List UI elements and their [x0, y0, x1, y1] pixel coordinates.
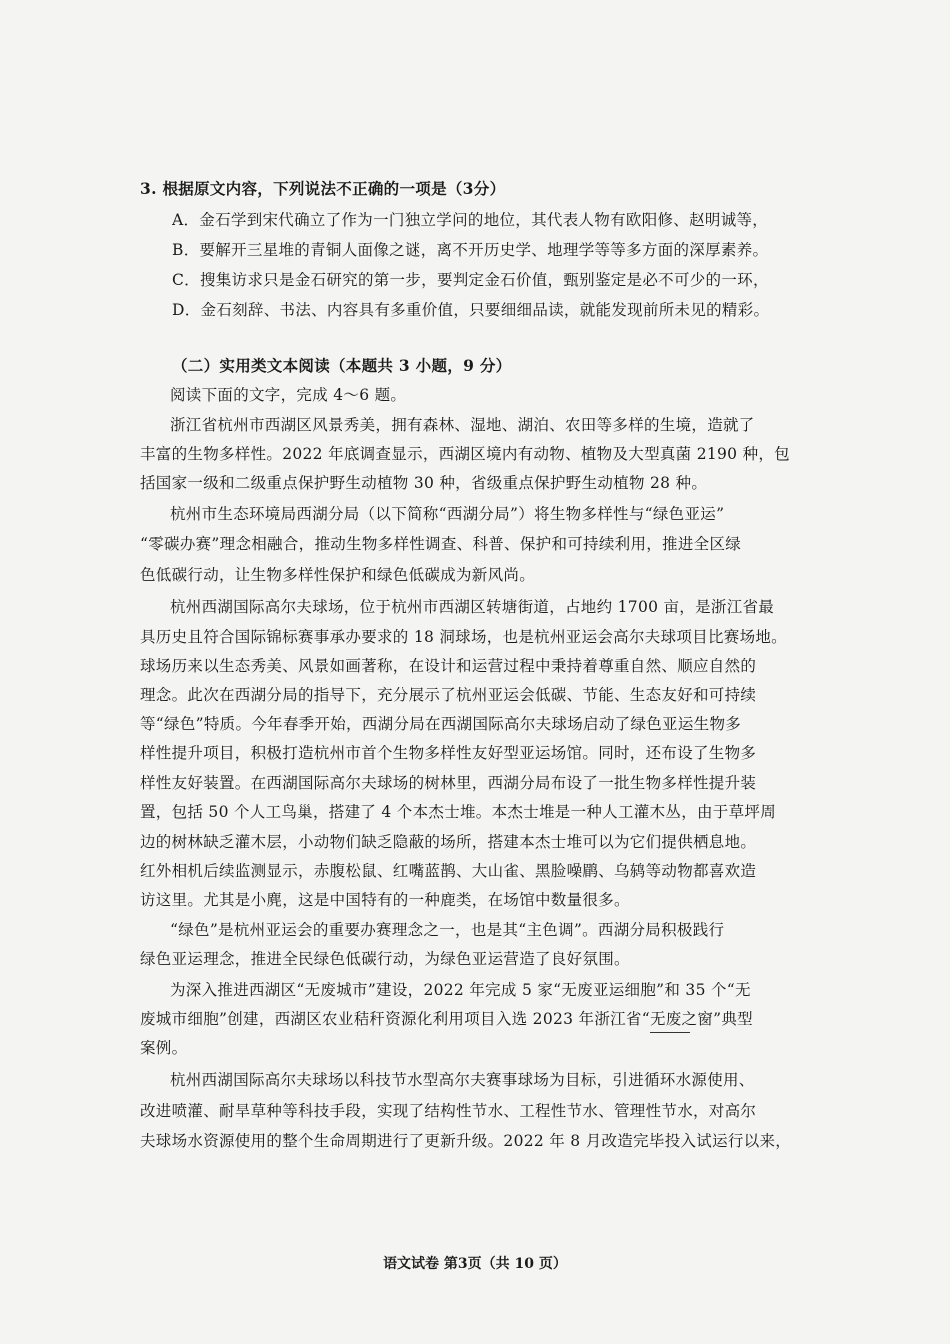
passage-line: 杭州西湖国际高尔夫球场以科技节水型高尔夫赛事球场为目标，引进循环水源使用、: [170, 1071, 755, 1089]
passage-line: 杭州市生态环境局西湖分局（以下简称“西湖分局”）将生物多样性与“绿色亚运”: [170, 505, 725, 523]
page-footer: 语文试卷 第3页（共 10 页）: [383, 1256, 567, 1272]
passage-line: 访这里。尤其是小麂，这是中国特有的一种鹿类，在场馆中数量很多。: [140, 891, 630, 909]
passage-line: 样性友好装置。在西湖国际高尔夫球场的树林里，西湖分局布设了一批生物多样性提升装: [140, 774, 757, 792]
passage-line: 红外相机后续监测显示，赤腹松鼠、红嘴蓝鹊、大山雀、黑脸噪鹛、乌鸫等动物都喜欢造: [140, 862, 757, 880]
passage-line: 样性提升项目，积极打造杭州市首个生物多样性友好型亚运场馆。同时，还布设了生物多: [140, 744, 757, 762]
option-c: C．搜集访求只是金石研究的第一步，要判定金石价值，甄别鉴定是必不可少的一环，: [172, 271, 769, 289]
passage-line: 理念。此次在西湖分局的指导下，充分展示了杭州亚运会低碳、节能、生态友好和可持续: [140, 686, 757, 704]
section-instruction: 阅读下面的文字，完成 4～6 题。: [170, 386, 407, 404]
passage-line: 为深入推进西湖区“无废城市”建设，2022 年完成 5 家“无废亚运细胞”和 35 个“无: [170, 981, 751, 999]
passage-line: 废城市细胞”创建，西湖区农业秸秆资源化利用项目入选 2023 年浙江省“无废之窗”典型: [140, 1010, 753, 1028]
passage-line: 浙江省杭州市西湖区风景秀美，拥有森林、湿地、湖泊、农田等多样的生境，造就了: [170, 416, 755, 434]
section-heading: （二）实用类文本阅读（本题共 3 小题，9 分）: [172, 356, 512, 375]
passage-line: 边的树林缺乏灌木层，小动物们缺乏隐蔽的场所，搭建本杰士堆可以为它们提供栖息地。: [140, 833, 757, 851]
question-3-stem: 3. 根据原文内容，下列说法不正确的一项是（3分）: [140, 179, 506, 198]
option-d: D．金石刻辞、书法、内容具有多重价值，只要细细品读，就能发现前所未见的精彩。: [172, 301, 770, 319]
pen-underline-mark: [650, 1032, 690, 1033]
passage-line: 括国家一级和二级重点保护野生动植物 30 种，省级重点保护野生动植物 28 种。: [140, 474, 708, 492]
passage-line: 绿色亚运理念，推进全民绿色低碳行动，为绿色亚运营造了良好氛围。: [140, 950, 630, 968]
passage-line: 球场历来以生态秀美、风景如画著称，在设计和运营过程中秉持着尊重自然、顺应自然的: [140, 657, 757, 675]
passage-line: “零碳办赛”理念相融合，推动生物多样性调查、科普、保护和可持续利用，推进全区绿: [140, 535, 742, 553]
passage-line: 等“绿色”特质。今年春季开始，西湖分局在西湖国际高尔夫球场启动了绿色亚运生物多: [140, 715, 742, 733]
passage-line: 杭州西湖国际高尔夫球场，位于杭州市西湖区转塘街道，占地约 1700 亩，是浙江省最: [170, 598, 775, 616]
passage-line: 置，包括 50 个人工鸟巢，搭建了 4 个本杰士堆。本杰士堆是一种人工灌木丛，由于草坪周: [140, 803, 776, 821]
passage-line: 丰富的生物多样性。2022 年底调查显示，西湖区境内有动物、植物及大型真菌 2190 种，包: [140, 445, 790, 463]
passage-line: 夫球场水资源使用的整个生命周期进行了更新升级。2022 年 8 月改造完毕投入试运行以来，: [140, 1132, 792, 1150]
option-a: A．金石学到宋代确立了作为一门独立学问的地位，其代表人物有欧阳修、赵明诚等，: [172, 211, 769, 229]
passage-line: 色低碳行动，让生物多样性保护和绿色低碳成为新风尚。: [140, 566, 536, 584]
passage-line: 改进喷灌、耐旱草种等科技手段，实现了结构性节水、工程性节水、管理性节水，对高尔: [140, 1102, 757, 1120]
option-b: B．要解开三星堆的青铜人面像之谜，离不开历史学、地理学等等多方面的深厚素养。: [172, 241, 769, 259]
passage-line: 具历史且符合国际锦标赛事承办要求的 18 洞球场，也是杭州亚运会高尔夫球项目比赛场地。: [140, 628, 787, 646]
passage-line: “绿色”是杭州亚运会的重要办赛理念之一，也是其“主色调”。西湖分局积极践行: [170, 921, 725, 939]
passage-line: 案例。: [140, 1039, 188, 1057]
